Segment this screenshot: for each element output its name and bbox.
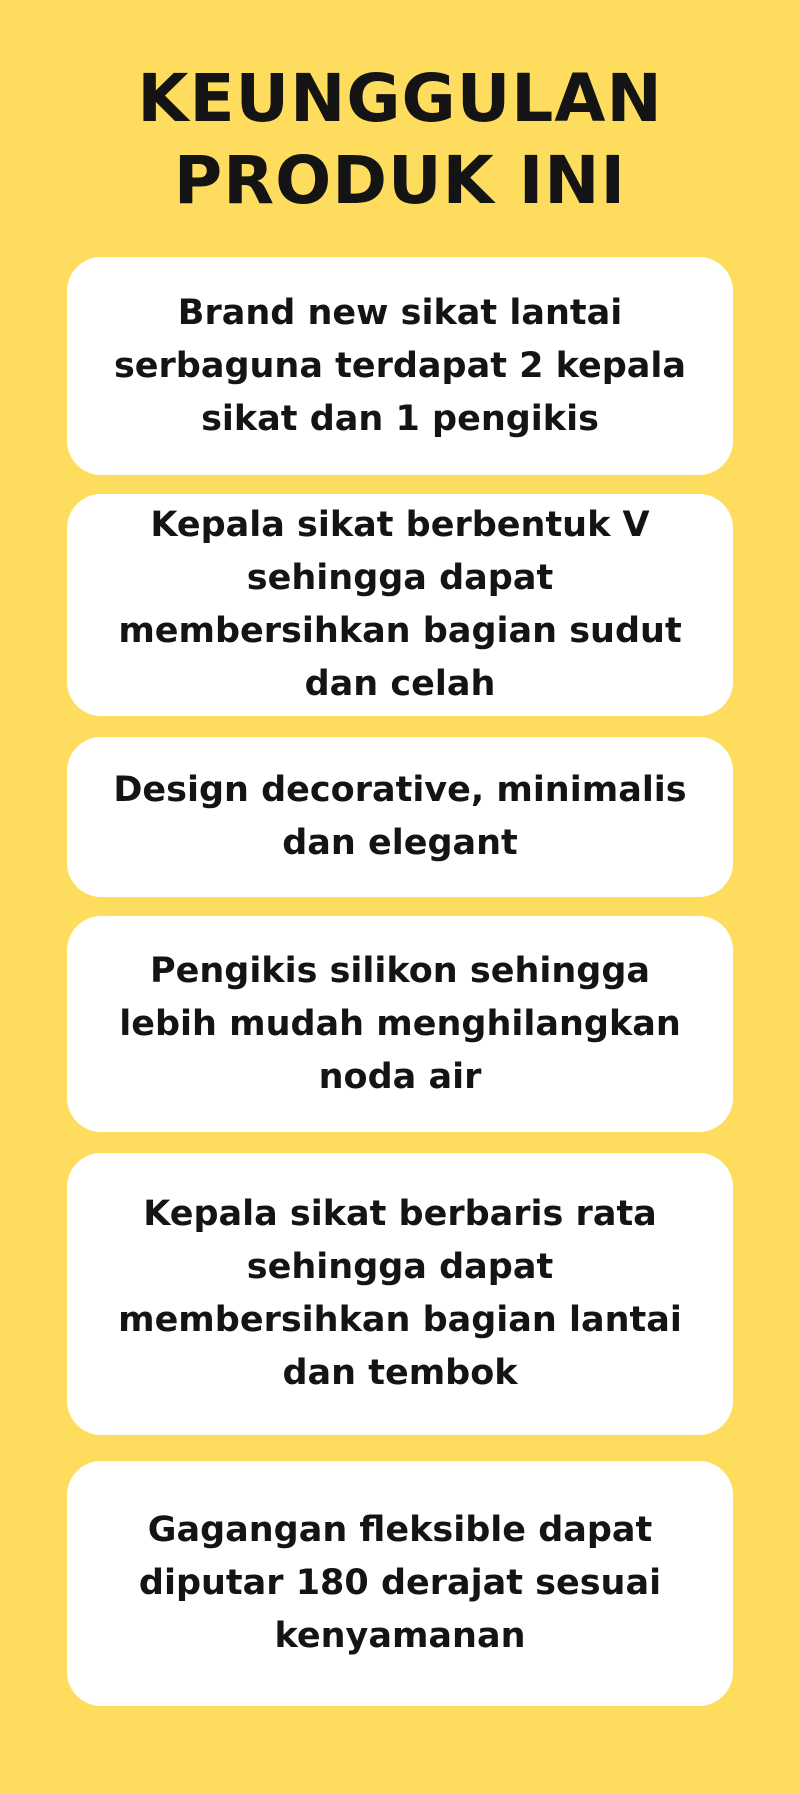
- feature-card: [67, 916, 733, 1132]
- feature-card: [67, 257, 733, 475]
- feature-text: Brand new sikat lantai serbaguna terdapat 2 kepala sikat dan 1 pengikis: [113, 292, 687, 439]
- title-line-1: KEUNGGULAN: [137, 60, 663, 137]
- feature-text: Pengikis silikon sehingga lebih mudah menghilangkan noda air: [119, 950, 681, 1097]
- feature-text: Kepala sikat berbaris rata sehingga dapat membersihkan bagian lantai dan tembok: [118, 1194, 682, 1393]
- feature-card: [67, 1461, 733, 1706]
- feature-text: Design decorative, minimalis dan elegant: [113, 770, 687, 863]
- feature-card: [67, 494, 733, 716]
- feature-text: Kepala sikat berbentuk V sehingga dapat membersihkan bagian sudut dan celah: [118, 505, 682, 704]
- feature-text: Gagangan fleksible dapat diputar 180 derajat sesuai kenyamanan: [138, 1510, 662, 1656]
- title-line-2: PRODUK INI: [173, 142, 627, 219]
- page-title: [0, 58, 800, 222]
- feature-card: [67, 737, 733, 897]
- feature-card: [67, 1153, 733, 1435]
